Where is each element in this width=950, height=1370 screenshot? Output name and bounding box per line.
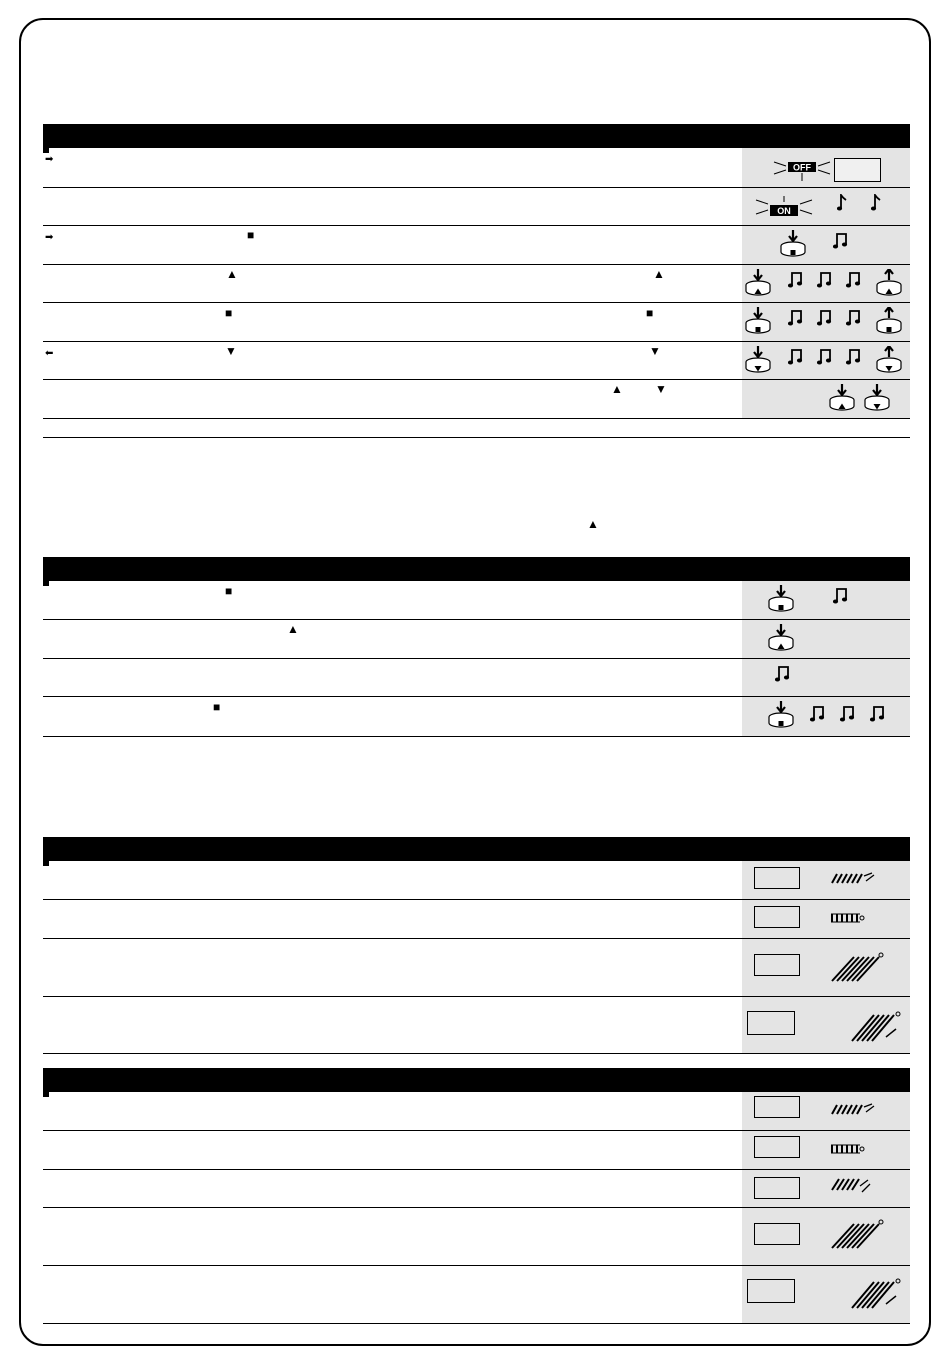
table-row (43, 900, 910, 939)
table-header (43, 124, 910, 148)
double-note-icon (870, 705, 888, 725)
table-row (43, 1092, 910, 1131)
tilt-slats-icon (830, 1102, 880, 1120)
close-blind-icon (850, 1278, 906, 1312)
stop-key-symbol: ■ (225, 584, 233, 598)
table-row (43, 265, 910, 303)
table-row (43, 1131, 910, 1170)
down-key-symbol: ▼ (649, 344, 661, 358)
stop-key-symbol: ■ (247, 228, 255, 242)
display-box (754, 954, 800, 976)
down-key-symbol: ▼ (225, 344, 237, 358)
press-stop-button-icon (768, 585, 796, 615)
table-row (43, 419, 910, 438)
double-note-icon (840, 705, 858, 725)
open-blind-icon (830, 1218, 886, 1252)
double-note-icon (788, 348, 806, 368)
release-stop-button-icon (876, 307, 904, 337)
table-row (43, 342, 910, 380)
table-row (43, 1208, 910, 1266)
stop-key-symbol: ■ (646, 306, 654, 320)
display-box (754, 867, 800, 889)
off-indicator-icon (772, 156, 832, 182)
double-note-icon (788, 309, 806, 329)
table-header (43, 837, 910, 861)
table-row (43, 1170, 910, 1208)
display-box (754, 1177, 800, 1199)
table-row (43, 997, 910, 1054)
arrow-right-icon: ➡ (45, 154, 54, 165)
table-row (43, 1266, 910, 1324)
flat-slats-icon (830, 911, 870, 927)
press-stop-button-icon (745, 307, 773, 337)
double-note-icon (846, 271, 864, 291)
arrow-left-icon: ⬅ (45, 348, 54, 359)
double-note-icon (846, 348, 864, 368)
double-note-icon (775, 665, 793, 685)
arrow-right-icon: ➡ (45, 232, 54, 243)
double-note-icon (788, 271, 806, 291)
display-box (747, 1279, 795, 1303)
tilt-slats-icon (830, 1176, 876, 1198)
up-key-symbol: ▲ (587, 517, 599, 531)
note-icon (871, 194, 885, 214)
table-row (43, 581, 910, 620)
up-key-symbol: ▲ (287, 622, 299, 636)
note-icon (837, 194, 851, 214)
press-up-button-icon (768, 624, 796, 654)
open-blind-icon (830, 951, 886, 985)
up-key-symbol: ▲ (653, 267, 665, 281)
display-box (754, 1096, 800, 1118)
display-box (834, 158, 881, 182)
stop-key-symbol: ■ (213, 700, 221, 714)
press-up-button-icon (829, 384, 857, 414)
press-stop-button-icon (780, 230, 808, 260)
on-indicator-icon (754, 192, 814, 222)
table-row (43, 226, 910, 265)
svg-text:ON: ON (777, 206, 791, 216)
up-key-symbol: ▲ (226, 267, 238, 281)
release-up-button-icon (876, 269, 904, 299)
table-row (43, 303, 910, 342)
double-note-icon (817, 348, 835, 368)
display-box (754, 906, 800, 928)
table-row (43, 620, 910, 659)
close-blind-icon (850, 1011, 906, 1045)
press-down-button-icon (864, 384, 892, 414)
table-row (43, 148, 910, 188)
up-key-symbol: ▲ (611, 382, 623, 396)
flat-slats-icon (830, 1142, 870, 1158)
table-row (43, 861, 910, 900)
double-note-icon (846, 309, 864, 329)
display-box (754, 1136, 800, 1158)
tilt-slats-icon (830, 871, 880, 889)
table-row (43, 188, 910, 226)
display-box (754, 1223, 800, 1245)
table-row (43, 697, 910, 737)
table-row (43, 380, 910, 419)
press-down-button-icon (745, 346, 773, 376)
stop-key-symbol: ■ (225, 306, 233, 320)
table-row (43, 939, 910, 997)
double-note-icon (810, 705, 828, 725)
display-box (747, 1011, 795, 1035)
double-note-icon (817, 309, 835, 329)
svg-text:OFF: OFF (793, 162, 811, 173)
table-header (43, 1068, 910, 1092)
release-down-button-icon (876, 346, 904, 376)
double-note-icon (833, 232, 851, 252)
press-up-button-icon (745, 269, 773, 299)
double-note-icon (833, 587, 851, 607)
down-key-symbol: ▼ (655, 382, 667, 396)
double-note-icon (817, 271, 835, 291)
table-header (43, 557, 910, 581)
table-row (43, 659, 910, 697)
press-stop-button-icon (768, 701, 796, 731)
